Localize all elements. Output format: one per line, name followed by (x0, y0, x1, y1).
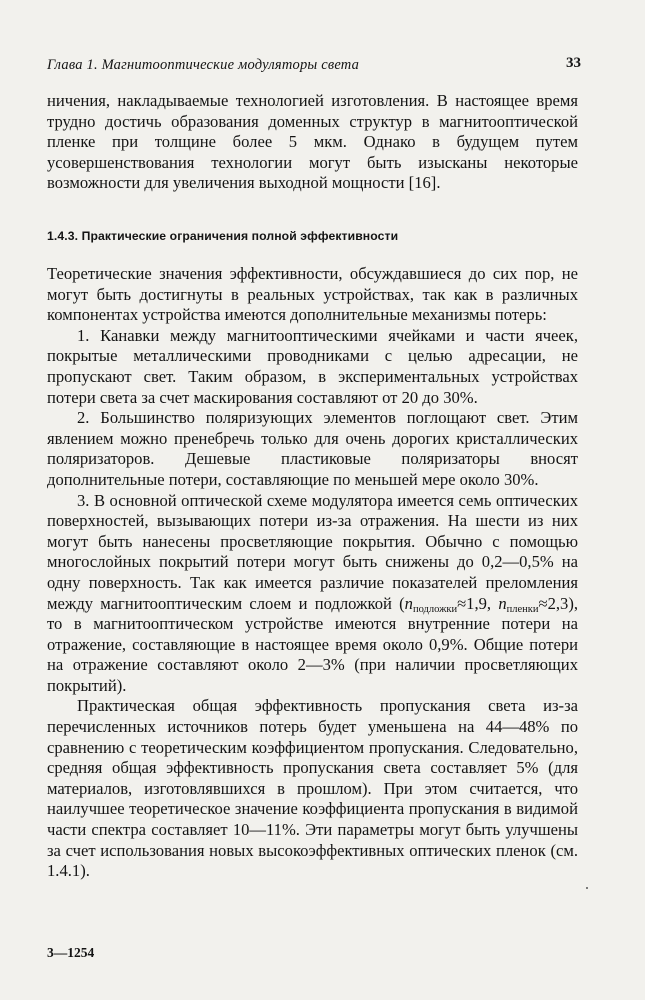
page-number: 33 (566, 55, 581, 71)
list-item-2: 2. Большинство поляризующих элементов поглощают свет. Этим явлением можно пренебречь только для очень дорогих кристаллических поляризаторов. Дешевые пластиковые поляризаторы вносят дополнительные потери, составляющие по меньшей мере около 30%. (47, 408, 578, 489)
running-head: Глава 1. Магнитооптические модуляторы света (47, 57, 360, 73)
intro-text-block (47, 91, 578, 194)
print-speck (586, 887, 588, 889)
list-item-3 (47, 491, 578, 697)
n-symbol-film: n (498, 593, 507, 613)
n-value-film: ≈2,3), (538, 593, 578, 613)
list-item-3-text-b: то в магнитооптическом устройстве имеются внутренние потери на отражение, составляющие в настоящее время около 0,9%. Общие потери на отражение составляют около 2—3% (при наличии просветляющих покрытий). (47, 614, 578, 695)
signature-mark: 3—1254 (47, 945, 95, 960)
section-heading: 1.4.3. Практические ограничения полной эффективности (47, 229, 399, 243)
n-symbol-substrate: n (404, 593, 413, 613)
paragraph-summary: Практическая общая эффективность пропускания света из-за перечисленных источников потерь будет уменьшена на 44—48% по сравнению с теоретическим коэффициентом пропускания. Следовательно, средняя общая эффективность пропускания света составляет 5% (для материалов, изготовлявшихся в прошлом). При этом считается, что наилучшее теоретическое значение коэффициента пропускания в видимой части спектра составляет 10—11%. Эти параметры могут быть улучшены за счет использования новых высокоэффективных оптических пленок (см. 1.4.1). (47, 696, 578, 881)
main-text-block (47, 264, 578, 882)
intro-paragraph: ничения, накладываемые технологией изготовления. В настоящее время трудно достичь образования доменных структур в магнитооптической пленке при толщине более 5 мкм. Однако в будущем путем усовершенствования технологии могут быть изысканы некоторые возможности для увеличения выходной мощности [16]. (47, 91, 578, 193)
n-value-substrate: ≈1,9, (457, 593, 492, 613)
paragraph-intro: Теоретические значения эффективности, обсуждавшиеся до сих пор, не могут быть достигнуты в реальных устройствах, так как в различных компонентах устройства имеются дополнительные механизмы потерь: (47, 264, 578, 325)
n-subscript-film: пленки (506, 603, 539, 615)
list-item-1: 1. Канавки между магнитооптическими ячейками и части ячеек, покрытые металлическими проводниками с целью адресации, не пропускают свет. Таким образом, в экспериментальных устройствах потери света за счет маскирования составляют от 20 до 30%. (47, 325, 578, 407)
list-item-3-text-a: 3. В основной оптической схеме модулятора имеется семь оптических поверхностей, вызывающих потери из-за отражения. На шести из них могут быть нанесены просветляющие покрытия. Обычно с помощью многослойных покрытий потери могут быть снижены до 0,2—0,5% на одну поверхность. Так как имеется различие показателей преломления между магнитооптическим слоем и подложкой ( (47, 490, 578, 613)
n-subscript-substrate: подложки (412, 603, 458, 615)
